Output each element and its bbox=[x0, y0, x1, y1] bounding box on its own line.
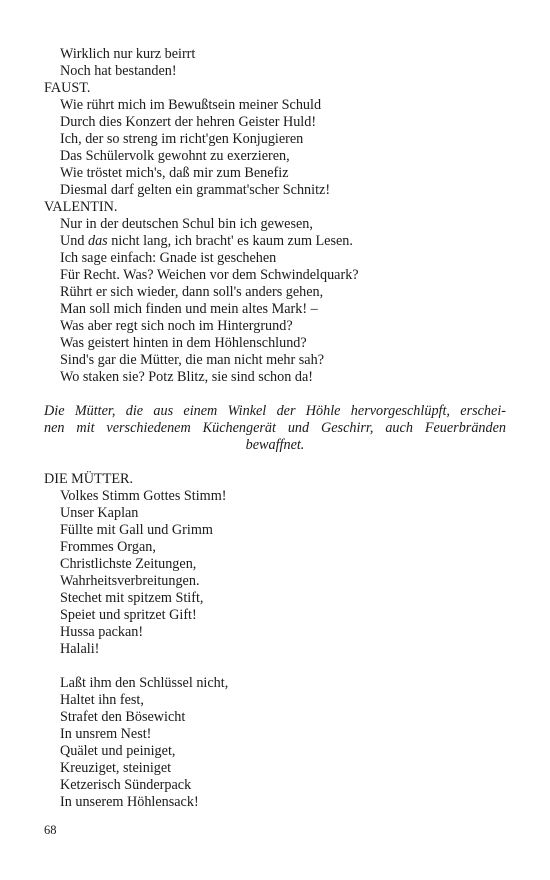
verse-line: Das Schülervolk gewohnt zu exerzieren, bbox=[60, 148, 290, 164]
verse-block-opening bbox=[44, 46, 506, 80]
speaker-name: DIE MÜTTER. bbox=[44, 471, 134, 487]
stage-direction-line: nen mit verschiedenem Küchengerät und Geschirr, auch Feuerbränden bbox=[44, 420, 506, 436]
emphasis-text: das bbox=[87, 233, 108, 249]
speech-faust bbox=[44, 80, 506, 199]
verse-line: Noch hat bestanden! bbox=[60, 63, 177, 79]
speech-muetter bbox=[44, 471, 506, 658]
verse-line: Volkes Stimm Gottes Stimm! bbox=[60, 488, 227, 504]
verse-line: In unsrem Nest! bbox=[60, 726, 152, 742]
verse-line: Hussa packan! bbox=[60, 624, 144, 640]
verse-line: Was geistert hinten in dem Höhlenschlund? bbox=[60, 335, 307, 351]
verse-line: In unserem Höhlensack! bbox=[60, 794, 199, 810]
verse-line: Durch dies Konzert der hehren Geister Huld! bbox=[60, 114, 317, 130]
stage-direction-line: bewaffnet. bbox=[245, 437, 305, 453]
verse-line: Unser Kaplan bbox=[60, 505, 139, 521]
verse-line: Wie rührt mich im Bewußtsein meiner Schuld bbox=[60, 97, 322, 113]
verse-line: Quälet und peiniget, bbox=[60, 743, 176, 759]
verse-line: Diesmal darf gelten ein grammat'scher Schnitz! bbox=[60, 182, 331, 198]
verse-line: Füllte mit Gall und Grimm bbox=[60, 522, 213, 538]
verse-line: Rührt er sich wieder, dann soll's anders gehen, bbox=[60, 284, 324, 300]
verse-line: Nur in der deutschen Schul bin ich gewesen, bbox=[60, 216, 313, 232]
verse-line: Wahrheitsverbreitungen. bbox=[60, 573, 200, 589]
verse-line bbox=[44, 233, 506, 250]
speaker-name: VALENTIN. bbox=[44, 199, 118, 215]
verse-line: Christlichste Zeitungen, bbox=[60, 556, 197, 572]
stage-direction-line: Die Mütter, die aus einem Winkel der Höhle hervorgeschlüpft, erschei- bbox=[44, 403, 506, 419]
verse-line: Laßt ihm den Schlüssel nicht, bbox=[60, 675, 229, 691]
verse-line: Man soll mich finden und mein altes Mark! – bbox=[60, 301, 318, 317]
verse-line: Frommes Organ, bbox=[60, 539, 156, 555]
verse-block-stanza2 bbox=[44, 675, 506, 811]
verse-text: Und bbox=[60, 233, 88, 249]
verse-text: nicht lang, ich bracht' es kaum zum Lesen. bbox=[107, 233, 353, 249]
verse-line: Wie tröstet mich's, daß mir zum Benefiz bbox=[60, 165, 289, 181]
verse-line: Strafet den Bösewicht bbox=[60, 709, 186, 725]
verse-line: Für Recht. Was? Weichen vor dem Schwindelquark? bbox=[60, 267, 359, 283]
verse-line: Was aber regt sich noch im Hintergrund? bbox=[60, 318, 293, 334]
speech-valentin bbox=[44, 199, 506, 386]
verse-line: Stechet mit spitzem Stift, bbox=[60, 590, 204, 606]
verse-line: Ich sage einfach: Gnade ist geschehen bbox=[60, 250, 277, 266]
verse-line: Wo staken sie? Potz Blitz, sie sind schon da! bbox=[60, 369, 314, 385]
stage-direction bbox=[44, 403, 506, 454]
verse-line: Sind's gar die Mütter, die man nicht mehr sah? bbox=[60, 352, 324, 368]
verse-line: Halali! bbox=[60, 641, 100, 657]
verse-line: Ketzerisch Sünderpack bbox=[60, 777, 192, 793]
verse-line: Wirklich nur kurz beirrt bbox=[60, 46, 196, 62]
page-number: 68 bbox=[44, 823, 57, 837]
speaker-name: FAUST. bbox=[44, 80, 91, 96]
verse-line: Ich, der so streng im richt'gen Konjugieren bbox=[60, 131, 304, 147]
verse-line: Speiet und spritzet Gift! bbox=[60, 607, 197, 623]
verse-line: Kreuziget, steiniget bbox=[60, 760, 172, 776]
verse-line: Haltet ihn fest, bbox=[60, 692, 144, 708]
